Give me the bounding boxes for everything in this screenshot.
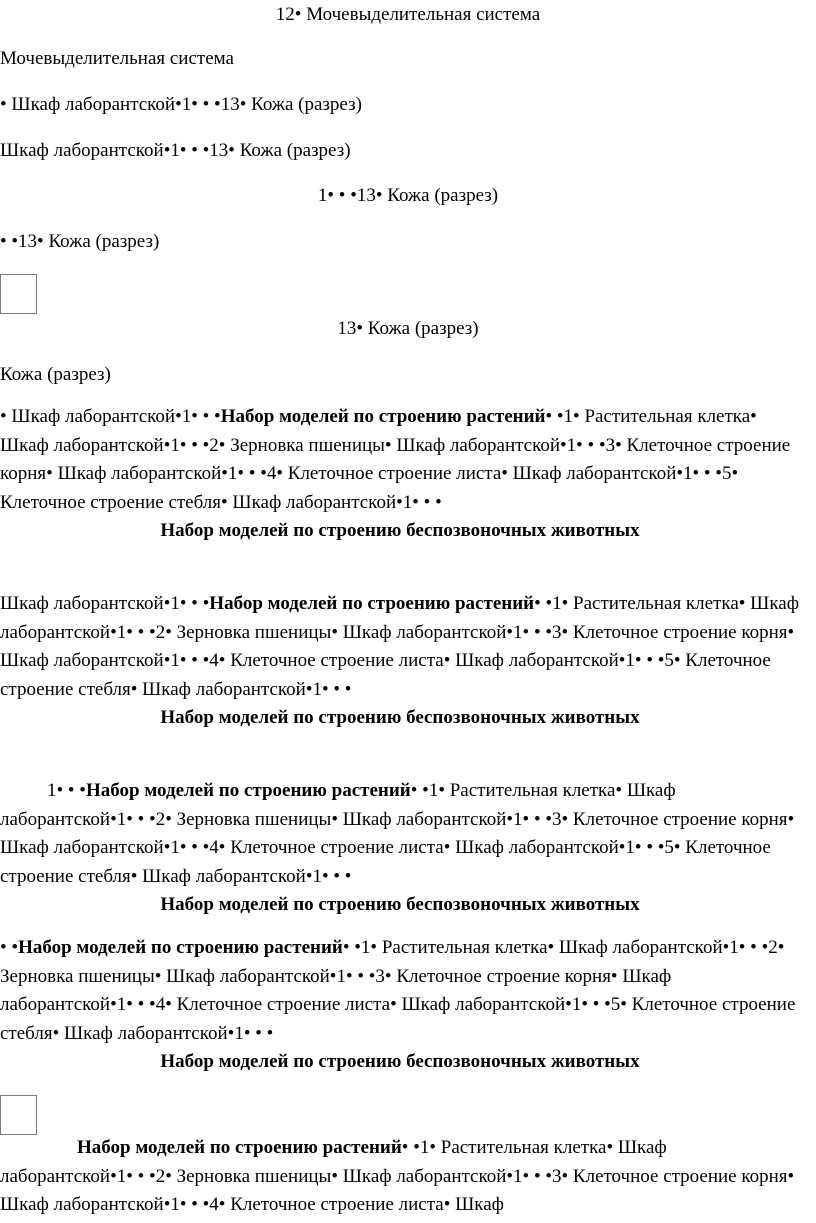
image-placeholder-box xyxy=(0,274,37,314)
para3-body: • •1• Растительная клетка• Шкаф лаборантской•1• • •2• Зерновка пшеницы• Шкаф лаборантской•1• • •3• Клеточное строение корня• Шкаф лаборантской•1• • •4• Клеточное строение листа• Шкаф лаборантской•1• • •5• Клеточное строение стебля• Шкаф лаборантской•1• • • xyxy=(0,780,795,887)
image-placeholder-box-2 xyxy=(0,1095,37,1135)
paragraph-models-5 xyxy=(0,1134,800,1220)
para5-body: • •1• Растительная клетка• Шкаф лаборантской•1• • •2• Зерновка пшеницы• Шкаф лаборантской•1• • •3• Клеточное строение корня• Шкаф лаборантской•1• • •4• Клеточное строение листа• Шкаф xyxy=(0,1137,795,1215)
para1-body: • •1• Растительная клетка• Шкаф лаборантской•1• • •2• Зерновка пшеницы• Шкаф лаборантской•1• • •3• Клеточное строение корня• Шкаф лаборантской•1• • •4• Клеточное строение листа• Шкаф лаборантской•1• • •5• Клеточное строение стебля• Шкаф лаборантской•1• • • xyxy=(0,406,791,513)
para2-plant-models-title: Набор моделей по строению растений xyxy=(209,593,535,614)
heading-urinary-system: 12• Мочевыделительная система xyxy=(275,4,541,25)
para3-plant-models-title: Набор моделей по строению растений xyxy=(85,780,411,801)
para1-plant-models-title: Набор моделей по строению растений xyxy=(220,406,546,427)
paragraph-models-4 xyxy=(0,934,800,1077)
para4-plant-models-title: Набор моделей по строению растений xyxy=(18,937,343,958)
text-skin-line-5: 13• Кожа (разрез) xyxy=(337,318,479,339)
text-skin-line-2: Шкаф лаборантской•1• • •13• Кожа (разрез) xyxy=(0,140,351,161)
para5-plant-models-title: Набор моделей по строению растений xyxy=(77,1137,402,1158)
para2-body: • •1• Растительная клетка• Шкаф лаборантской•1• • •2• Зерновка пшеницы• Шкаф лаборантской•1• • •3• Клеточное строение корня• Шкаф лаборантской•1• • •4• Клеточное строение листа• Шкаф лаборантской•1• • •5• Клеточное строение стебля• Шкаф лаборантской•1• • • xyxy=(0,593,800,700)
para4-invertebrate-models-title: Набор моделей по строению беспозвоночных животных xyxy=(160,1051,640,1072)
text-skin-line-3: 1• • •13• Кожа (разрез) xyxy=(317,185,499,206)
text-urinary-system: Мочевыделительная система xyxy=(0,48,234,69)
para3-lead: 1• • • xyxy=(47,780,86,801)
para4-body: • •1• Растительная клетка• Шкаф лаборантской•1• • •2• Зерновка пшеницы• Шкаф лаборантской•1• • •3• Клеточное строение корня• Шкаф лаборантской•1• • •4• Клеточное строение листа• Шкаф лаборантской•1• • •5• Клеточное строение стебля• Шкаф лаборантской•1• • • xyxy=(0,937,796,1044)
para4-lead: • • xyxy=(0,937,19,958)
paragraph-models-2 xyxy=(0,590,800,733)
para2-lead: Шкаф лаборантской•1• • • xyxy=(0,593,210,614)
para2-invertebrate-models-title: Набор моделей по строению беспозвоночных животных xyxy=(160,707,640,728)
text-skin-line-4: • •13• Кожа (разрез) xyxy=(0,231,160,252)
para3-invertebrate-models-title: Набор моделей по строению беспозвоночных животных xyxy=(160,894,640,915)
text-skin-line-6: Кожа (разрез) xyxy=(0,364,111,385)
para1-invertebrate-models-title: Набор моделей по строению беспозвоночных животных xyxy=(160,520,640,541)
paragraph-models-1 xyxy=(0,403,800,546)
text-skin-line-1: • Шкаф лаборантской•1• • •13• Кожа (разрез) xyxy=(0,94,362,115)
paragraph-models-3 xyxy=(0,777,800,920)
para1-lead: • Шкаф лаборантской•1• • • xyxy=(0,406,221,427)
